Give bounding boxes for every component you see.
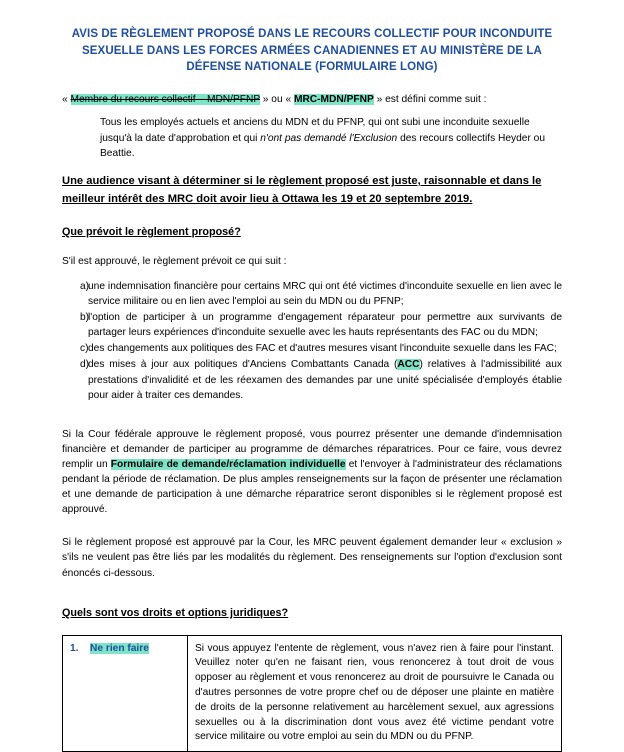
acronym-acc: ACC [397,359,420,371]
hearing-notice: Une audience visant à déterminer si le règlement proposé est juste, raisonnable et dans le meilleur intérêt des MRC doit avoir lieu à Ottawa les 19 et 20 septembre 2019. [62,175,542,205]
definition-suffix: » est défini comme suit : [373,94,487,106]
list-item-text: des changements aux politiques des FAC et d'autres mesures visant l'inconduite sexuelle dans les FAC; [88,343,557,355]
definition-term-struck: Membre du recours collectif – MDN/PFNP [70,94,260,106]
section-heading-settlement: Que prévoit le règlement proposé? [62,225,241,238]
option-number: 1. [70,642,79,654]
list-item-text: l'option de participer à un programme d'engagement réparateur pour permettre aux survivants de partager leurs expériences d'inconduite sexuelle avec les hauts représentants des FAC ou du MDN; [88,312,562,339]
list-item [62,310,562,340]
option-label: Ne rien faire [90,642,149,654]
claim-paragraph [62,427,562,518]
list-item [62,357,562,402]
definition-body-end: des recours collectifs Heyder ou Beattie. [100,132,546,159]
option-number-cell [63,635,188,751]
definition-body [100,115,562,161]
list-item-text-after: ) relatives à l'admissibilité aux prestations d'invalidité et de les réexamen des demandes par une unité spécialisée d'employés établie pour aider à traiter ces demandes. [88,359,562,401]
settlement-provisions-list [62,279,562,403]
definition-body-text: Tous les employés actuels et anciens du MDN et du PFNP, qui ont subi une inconduite sexuelle jusqu'à la date d'approbation et qui [100,117,530,144]
list-marker: d) [80,359,90,371]
definition-term-alt: MRC-MDN/PFNP [293,94,374,106]
class-member-definition-line [62,92,562,107]
list-item [62,279,562,309]
definition-body-italic: n'ont pas demandé l'Exclusion [260,132,398,144]
option-description-cell: Si vous appuyez l'entente de règlement, vous n'avez rien à faire pour l'instant. Veuillez noter qu'en ne faisant rien, vous renoncerez à tout droit de vous opposer au règlement et vous renoncerez au droit de poursuivre le Canada ou d'autres personnes de votre propre chef ou de déposer une plainte en matière de droits de la personne relativement au harcèlement sexuel, aux agressions sexuelles ou à la discrimination dont vous avez été victime pendant votre service militaire ou votre emploi au sein du MDN ou du PFNP. [188,635,562,751]
section-heading-rights: Quels sont vos droits et options juridiques? [62,606,289,619]
list-item [62,341,562,356]
list-marker: c) [80,343,89,355]
exclusion-paragraph: Si le règlement proposé est approuvé par la Cour, les MRC peuvent également demander leur « exclusion » s'ils ne veulent pas être liés par les modalités du règlement. Des renseignements sur l'option d'exclusion sont énoncés ci-dessous. [62,537,562,579]
list-marker: b) [80,312,90,324]
list-item-text: une indemnisation financière pour certains MRC qui ont été victimes d'inconduite sexuelle en lien avec le service militaire ou en lien avec l'emploi au sein du MDN ou du PFNP; [88,281,562,308]
list-item-text-before: des mises à jour aux politiques d'Anciens Combattants Canada ( [88,359,398,371]
definition-prefix: « [62,94,71,106]
list-item-text-d [88,357,562,402]
list-marker: a) [80,281,90,293]
claim-form-name: Formulaire de demande/réclamation individuelle [110,458,346,470]
definition-middle: » ou « [259,94,294,106]
claim-text-before: Si la Cour fédérale approuve le règlement proposé, vous pourrez présenter une demande d'indemnisation financière et demander de participer au programme de démarches réparatrices. Pour ce faire, vous devrez remplir un [62,428,562,470]
settlement-intro: S'il est approuvé, le règlement prévoit ce qui suit : [62,255,287,267]
rights-options-table [62,635,562,752]
page-title: AVIS DE RÈGLEMENT PROPOSÉ DANS LE RECOURS COLLECTIF POUR INCONDUITE SEXUELLE DANS LES FORCES ARMÉES CANADIENNES ET AU MINISTÈRE DE LA DÉFENSE NATIONALE (FORMULAIRE LONG) [71,28,553,74]
claim-text-after: et l'envoyer à l'administrateur des réclamations pendant la période de réclamation. De plus amples renseignements sur la façon de présenter une réclamation et une demande de participation à une démarche réparatrice seront disponibles si le règlement proposé est approuvé. [62,458,563,516]
table-row [63,635,562,751]
